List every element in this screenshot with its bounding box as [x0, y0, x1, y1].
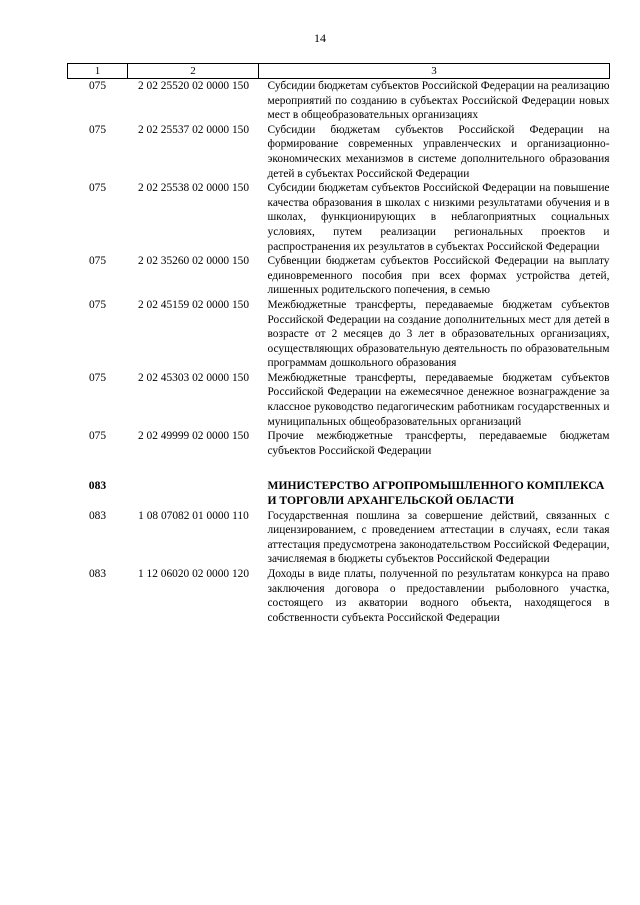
table-row	[68, 298, 610, 371]
section-header-row	[68, 479, 610, 508]
table-row	[68, 371, 610, 429]
admin-code: 075	[88, 371, 107, 384]
table-row	[68, 567, 610, 625]
table-header	[68, 64, 610, 79]
section-title: МИНИСТЕРСТВО АГРОПРОМЫШЛЕННОГО КОМПЛЕКСА И ТОРГОВЛИ АРХАНГЕЛЬСКОЙ ОБЛАСТИ	[267, 479, 605, 508]
revenue-description: Межбюджетные трансферты, передаваемые бюджетам субъектов Российской Федерации на ежемесячное денежное вознаграждение за классное руководство педагогическим работникам государственных и муниципальных общеобразовательных организаций	[267, 371, 610, 428]
column-header-2: 2	[128, 64, 259, 79]
budget-code: 2 02 25537 02 0000 150	[137, 123, 250, 136]
admin-code: 075	[88, 430, 107, 443]
revenue-description: Субвенции бюджетам субъектов Российской Федерации на выплату единовременного пособия при всех формах устройства детей, лишенных родительского попечения, в семью	[267, 255, 610, 297]
table-row	[68, 79, 610, 123]
budget-code: 2 02 45303 02 0000 150	[137, 371, 250, 384]
admin-code: 075	[88, 298, 107, 311]
budget-code: 1 08 07082 01 0000 110	[138, 509, 249, 522]
table-row	[68, 181, 610, 254]
budget-code: 2 02 25538 02 0000 150	[137, 182, 250, 195]
budget-code: 1 12 06020 02 0000 120	[137, 568, 250, 580]
revenue-description: Доходы в виде платы, полученной по результатам конкурса на право заключения договора о предоставлении рыболовного участка, состоящего из акватории водного объекта, находящегося в собственности субъекта Российской Федерации	[267, 568, 610, 624]
budget-code: 2 02 45159 02 0000 150	[137, 298, 250, 311]
revenue-description: Межбюджетные трансферты, передаваемые бюджетам субъектов Российской Федерации на создание дополнительных мест для детей в возрасте от 2 месяцев до 3 лет в образовательных организациях, осуществляющих образовательную деятельность по образовательным программам дошкольного образования	[267, 298, 610, 370]
revenue-description: Субсидии бюджетам субъектов Российской Федерации на формирование современных управленческих и организационно-экономических механизмов в системе дополнительного образования детей в субъектах Российской Федерации	[267, 123, 610, 180]
admin-code: 083	[88, 568, 107, 580]
admin-code: 083	[88, 509, 107, 522]
admin-code: 075	[88, 255, 107, 268]
budget-code: 2 02 25520 02 0000 150	[137, 80, 250, 92]
table-row	[68, 123, 610, 181]
budget-revenue-table	[67, 63, 610, 625]
table-row	[68, 429, 610, 458]
page-number: 14	[314, 31, 326, 45]
budget-code: 2 02 49999 02 0000 150	[137, 430, 250, 443]
revenue-description: Субсидии бюджетам субъектов Российской Федерации на реализацию мероприятий по созданию в субъектах Российской Федерации новых мест в общеобразовательных организациях	[267, 80, 610, 122]
revenue-description: Государственная пошлина за совершение действий, связанных с лицензированием, с проведением аттестации в случаях, если такая аттестация предусмотрена законодательством Российской Федерации, зачисляемая в бюджеты субъектов Российской Федерации	[267, 509, 610, 566]
table-row	[68, 254, 610, 298]
admin-code: 075	[88, 80, 107, 92]
revenue-description: Прочие межбюджетные трансферты, передаваемые бюджетам субъектов Российской Федерации	[267, 430, 610, 457]
column-header-1: 1	[68, 64, 128, 79]
column-header-3: 3	[259, 64, 610, 79]
table-row	[68, 509, 610, 567]
revenue-description: Субсидии бюджетам субъектов Российской Федерации на повышение качества образования в школах с низкими результатами обучения и в школах, функционирующих в неблагоприятных социальных условиях, путем реализации региональных проектов и распространения их результатов в субъектах Российской Федерации	[267, 182, 610, 253]
admin-code: 075	[88, 123, 107, 136]
budget-code: 2 02 35260 02 0000 150	[137, 255, 250, 268]
section-admin-code: 083	[88, 479, 107, 493]
admin-code: 075	[88, 182, 107, 195]
section-code-empty	[128, 479, 259, 508]
spacer-row	[68, 458, 610, 479]
